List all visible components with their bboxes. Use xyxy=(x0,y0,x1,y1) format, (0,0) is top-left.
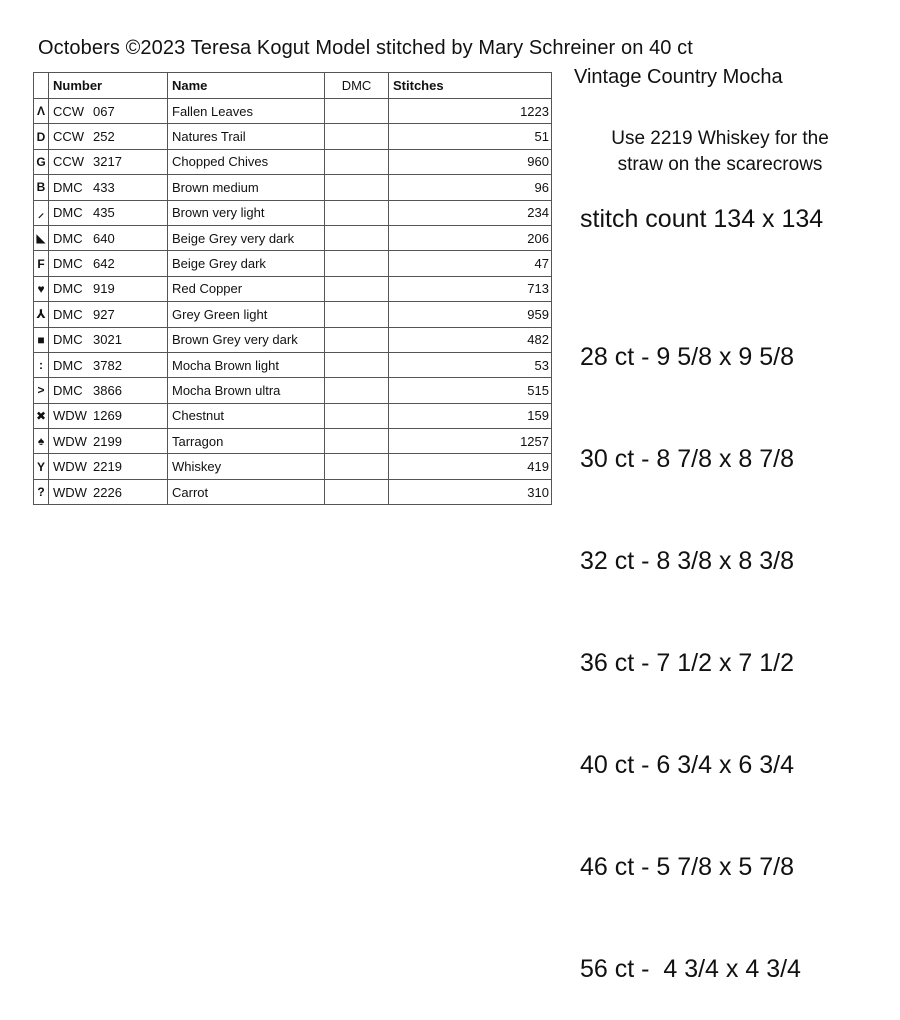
floss-symbol-icon: : xyxy=(34,352,49,377)
floss-number xyxy=(49,403,168,428)
floss-stitches: 53 xyxy=(389,352,552,377)
size-32ct: 32 ct - 8 3/8 x 8 3/8 xyxy=(580,547,795,575)
table-row xyxy=(34,352,552,377)
floss-name: Red Copper xyxy=(168,276,325,301)
floss-dmc xyxy=(325,302,389,327)
floss-brand: WDW xyxy=(53,484,87,500)
table-row xyxy=(34,276,552,301)
floss-stitches: 515 xyxy=(389,378,552,403)
floss-name: Beige Grey dark xyxy=(168,251,325,276)
floss-code: 433 xyxy=(93,179,115,195)
whiskey-note-line1: Use 2219 Whiskey for the xyxy=(611,128,829,149)
floss-code: 2219 xyxy=(93,459,122,475)
floss-number xyxy=(49,429,168,454)
floss-rows xyxy=(34,99,552,505)
whiskey-note xyxy=(575,126,865,178)
floss-brand: DMC xyxy=(53,205,83,221)
floss-name: Brown very light xyxy=(168,200,325,225)
floss-symbol-icon: F xyxy=(34,251,49,276)
name-header: Name xyxy=(168,73,325,99)
floss-stitches: 206 xyxy=(389,225,552,250)
floss-name: Carrot xyxy=(168,479,325,504)
floss-code: 252 xyxy=(93,129,115,145)
table-header-row xyxy=(34,73,552,99)
size-40ct: 40 ct - 6 3/4 x 6 3/4 xyxy=(580,751,795,779)
floss-code: 3782 xyxy=(93,357,122,373)
floss-number xyxy=(49,276,168,301)
floss-symbol-icon: ? xyxy=(34,479,49,504)
floss-number xyxy=(49,327,168,352)
floss-dmc xyxy=(325,479,389,504)
floss-number xyxy=(49,99,168,124)
floss-symbol-icon: D xyxy=(34,124,49,149)
floss-name: Brown medium xyxy=(168,175,325,200)
floss-dmc xyxy=(325,200,389,225)
floss-name: Beige Grey very dark xyxy=(168,225,325,250)
floss-name: Grey Green light xyxy=(168,302,325,327)
floss-dmc xyxy=(325,149,389,174)
floss-dmc xyxy=(325,225,389,250)
floss-stitches: 960 xyxy=(389,149,552,174)
table-row xyxy=(34,403,552,428)
table-row xyxy=(34,479,552,504)
floss-code: 067 xyxy=(93,103,115,119)
floss-symbol-icon: ♠ xyxy=(34,429,49,454)
floss-number xyxy=(49,378,168,403)
size-30ct: 30 ct - 8 7/8 x 8 7/8 xyxy=(580,445,795,473)
floss-code: 3217 xyxy=(93,154,122,170)
table-row xyxy=(34,378,552,403)
floss-symbol-icon: ⅄ xyxy=(34,302,49,327)
floss-stitches: 96 xyxy=(389,175,552,200)
table-row xyxy=(34,429,552,454)
floss-name: Brown Grey very dark xyxy=(168,327,325,352)
stitch-count: stitch count 134 x 134 xyxy=(580,205,824,233)
dmc-header: DMC xyxy=(325,73,389,99)
fabric-name: Vintage Country Mocha xyxy=(574,66,783,88)
floss-number xyxy=(49,200,168,225)
floss-dmc xyxy=(325,327,389,352)
floss-dmc xyxy=(325,454,389,479)
floss-code: 919 xyxy=(93,281,115,297)
whiskey-note-line2: straw on the scarecrows xyxy=(617,154,823,175)
floss-code: 435 xyxy=(93,205,115,221)
floss-stitches: 959 xyxy=(389,302,552,327)
floss-number xyxy=(49,251,168,276)
floss-code: 2199 xyxy=(93,433,122,449)
table-row xyxy=(34,302,552,327)
size-46ct: 46 ct - 5 7/8 x 5 7/8 xyxy=(580,853,795,881)
floss-brand: WDW xyxy=(53,408,87,424)
table-row xyxy=(34,251,552,276)
floss-symbol-icon: > xyxy=(34,378,49,403)
floss-stitches: 482 xyxy=(389,327,552,352)
floss-dmc xyxy=(325,276,389,301)
floss-name: Fallen Leaves xyxy=(168,99,325,124)
floss-number xyxy=(49,225,168,250)
floss-code: 642 xyxy=(93,256,115,272)
floss-number xyxy=(49,175,168,200)
floss-dmc xyxy=(325,175,389,200)
floss-brand: WDW xyxy=(53,433,87,449)
floss-code: 2226 xyxy=(93,484,122,500)
floss-symbol-icon: G xyxy=(34,149,49,174)
floss-brand: CCW xyxy=(53,103,85,119)
floss-number xyxy=(49,302,168,327)
floss-brand: DMC xyxy=(53,179,83,195)
floss-brand: DMC xyxy=(53,230,83,246)
floss-brand: DMC xyxy=(53,281,83,297)
stitches-header: Stitches xyxy=(389,73,552,99)
floss-code: 927 xyxy=(93,306,115,322)
floss-stitches: 419 xyxy=(389,454,552,479)
floss-code: 1269 xyxy=(93,408,122,424)
floss-name: Tarragon xyxy=(168,429,325,454)
floss-symbol-icon: ◣ xyxy=(34,225,49,250)
floss-symbol-icon: ✖ xyxy=(34,403,49,428)
floss-number xyxy=(49,149,168,174)
table-row xyxy=(34,200,552,225)
floss-number xyxy=(49,479,168,504)
floss-name: Whiskey xyxy=(168,454,325,479)
floss-symbol-icon: ■ xyxy=(34,327,49,352)
floss-brand: CCW xyxy=(53,154,85,170)
floss-key-table xyxy=(33,72,552,505)
floss-symbol-icon: Λ xyxy=(34,99,49,124)
floss-symbol-icon: ♥ xyxy=(34,276,49,301)
floss-name: Mocha Brown ultra xyxy=(168,378,325,403)
floss-number xyxy=(49,352,168,377)
table-row xyxy=(34,124,552,149)
floss-dmc xyxy=(325,403,389,428)
floss-dmc xyxy=(325,429,389,454)
floss-symbol-icon: ⸝ xyxy=(34,200,49,225)
floss-name: Chestnut xyxy=(168,403,325,428)
floss-dmc xyxy=(325,99,389,124)
fabric-size-list xyxy=(580,272,801,1020)
floss-brand: DMC xyxy=(53,306,83,322)
floss-brand: DMC xyxy=(53,357,83,373)
floss-brand: WDW xyxy=(53,459,87,475)
floss-brand: DMC xyxy=(53,332,83,348)
number-header: Number xyxy=(49,73,168,99)
floss-stitches: 47 xyxy=(389,251,552,276)
floss-dmc xyxy=(325,124,389,149)
floss-number xyxy=(49,454,168,479)
floss-dmc xyxy=(325,251,389,276)
table-row xyxy=(34,225,552,250)
floss-brand: CCW xyxy=(53,129,85,145)
floss-name: Natures Trail xyxy=(168,124,325,149)
table-row xyxy=(34,454,552,479)
size-56ct: 56 ct - 4 3/4 x 4 3/4 xyxy=(580,955,801,983)
floss-code: 3021 xyxy=(93,332,122,348)
floss-stitches: 310 xyxy=(389,479,552,504)
floss-name: Chopped Chives xyxy=(168,149,325,174)
floss-dmc xyxy=(325,352,389,377)
floss-stitches: 159 xyxy=(389,403,552,428)
floss-stitches: 1223 xyxy=(389,99,552,124)
table-row xyxy=(34,327,552,352)
table-row xyxy=(34,175,552,200)
floss-dmc xyxy=(325,378,389,403)
floss-brand: DMC xyxy=(53,256,83,272)
floss-stitches: 234 xyxy=(389,200,552,225)
floss-number xyxy=(49,124,168,149)
size-36ct: 36 ct - 7 1/2 x 7 1/2 xyxy=(580,649,795,677)
floss-name: Mocha Brown light xyxy=(168,352,325,377)
floss-brand: DMC xyxy=(53,382,83,398)
floss-symbol-icon: B xyxy=(34,175,49,200)
floss-symbol-icon: Y xyxy=(34,454,49,479)
floss-stitches: 713 xyxy=(389,276,552,301)
pattern-title: Octobers ©2023 Teresa Kogut Model stitched by Mary Schreiner on 40 ct xyxy=(38,37,693,59)
table-row xyxy=(34,149,552,174)
floss-stitches: 51 xyxy=(389,124,552,149)
table-row xyxy=(34,99,552,124)
floss-code: 640 xyxy=(93,230,115,246)
floss-stitches: 1257 xyxy=(389,429,552,454)
floss-code: 3866 xyxy=(93,382,122,398)
size-28ct: 28 ct - 9 5/8 x 9 5/8 xyxy=(580,343,795,371)
symbol-header xyxy=(34,73,49,99)
